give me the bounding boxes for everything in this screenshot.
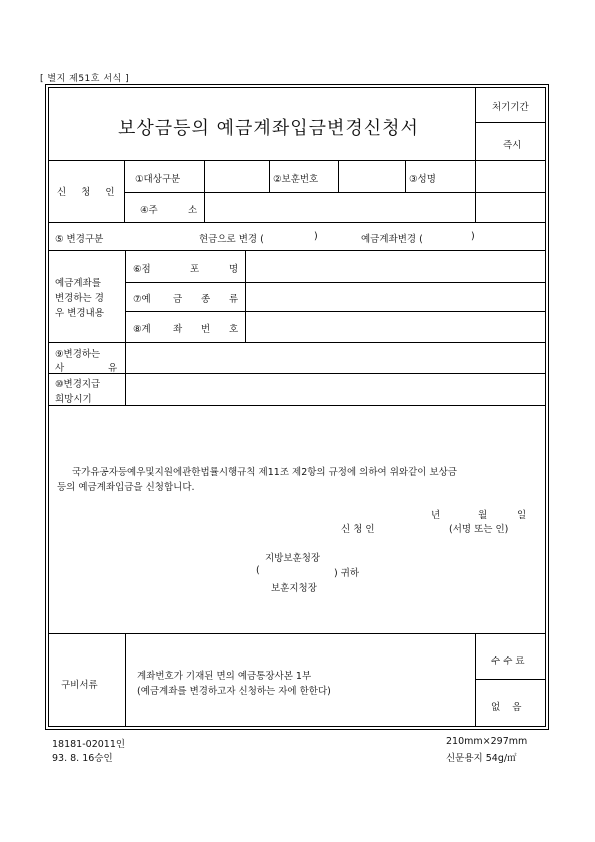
bohun-number-label: ②보훈번호 [273,174,319,185]
account-number-label-4: 호 [229,324,239,335]
deposit-type-label-3: 종 [201,294,211,305]
reason-label-2a: 사 [55,363,65,374]
addressee-line-1: 지방보훈청장 [265,553,321,564]
address-label: ④주 [140,205,158,216]
documents-label: 구비서류 [61,680,98,691]
deposit-type-label: ⑦예 [133,294,151,305]
change-type-label: ⑤ 변경구분 [55,234,104,245]
date-day: 일 [517,510,527,521]
form-code: 18181-02011인 [52,739,126,750]
documents-line-2: (예금계좌를 변경하고자 신청하는 자에 한한다) [137,686,331,697]
address-label-2: 소 [188,205,198,216]
signature-applicant: 신 청 인 [341,524,375,535]
target-type-label: ①대상구분 [135,174,181,185]
reason-label-2b: 유 [108,363,118,374]
fee-header: 수 수 료 [491,656,525,667]
addressee-line-3: 보훈지청장 [271,583,317,594]
paper-type: 신문용지 54g/㎡ [446,753,517,764]
applicant-label: 신 청 인 [57,187,121,198]
deposit-type-label-2: 금 [173,294,183,305]
statement-line-2: 등의 예금계좌입금을 신청합니다. [57,482,195,493]
processing-period-value: 즉시 [503,140,522,151]
store-name-label-3: 명 [229,264,239,275]
form-number-label: [ 별지 제51호 서식 ] [40,74,130,84]
account-number-label-2: 좌 [173,324,183,335]
statement-line-1: 국가유공자등예우및지원에관한법률시행규칙 제11조 제2항의 규정에 의하여 위와같이 보상금 [72,467,457,478]
desired-time-label-1: ⑩변경지급 [55,379,101,390]
addressee-close: ) 귀하 [334,568,360,579]
option-account: 예금계좌변경 ( [361,234,423,245]
application-form [45,84,549,730]
account-number-label-3: 번 [201,324,211,335]
addressee-open: ( [256,565,260,576]
paper-size: 210mm×297mm [446,736,528,747]
store-name-label: ⑥점 [133,264,151,275]
name-label: ③성명 [409,174,436,185]
option-cash: 현금으로 변경 ( [199,234,264,245]
desired-time-label-2: 희망시기 [55,394,92,405]
page-title: 보상금등의 예금계좌입금변경신청서 [118,118,419,139]
account-number-label: ⑧계 [133,324,151,335]
deposit-type-label-4: 류 [229,294,239,305]
option-account-close: ) [471,231,475,242]
processing-period-header: 처기기간 [492,102,529,113]
reason-label-1: ⑨변경하는 [55,349,101,360]
signature-sign: (서명 또는 인) [449,524,509,535]
account-change-label-2: 변경하는 경 [55,293,104,304]
account-change-label-1: 예금계좌를 [55,278,101,289]
option-cash-close: ) [314,231,318,242]
date-year: 년 [431,510,441,521]
date-month: 월 [478,510,488,521]
store-name-label-2: 포 [190,264,200,275]
fee-value: 없 음 [491,702,522,713]
documents-line-1: 계좌번호가 기재된 면의 예금통장사본 1부 [137,671,312,682]
account-change-label-3: 우 변경내용 [55,308,104,319]
approval-date: 93. 8. 16승인 [52,753,113,764]
